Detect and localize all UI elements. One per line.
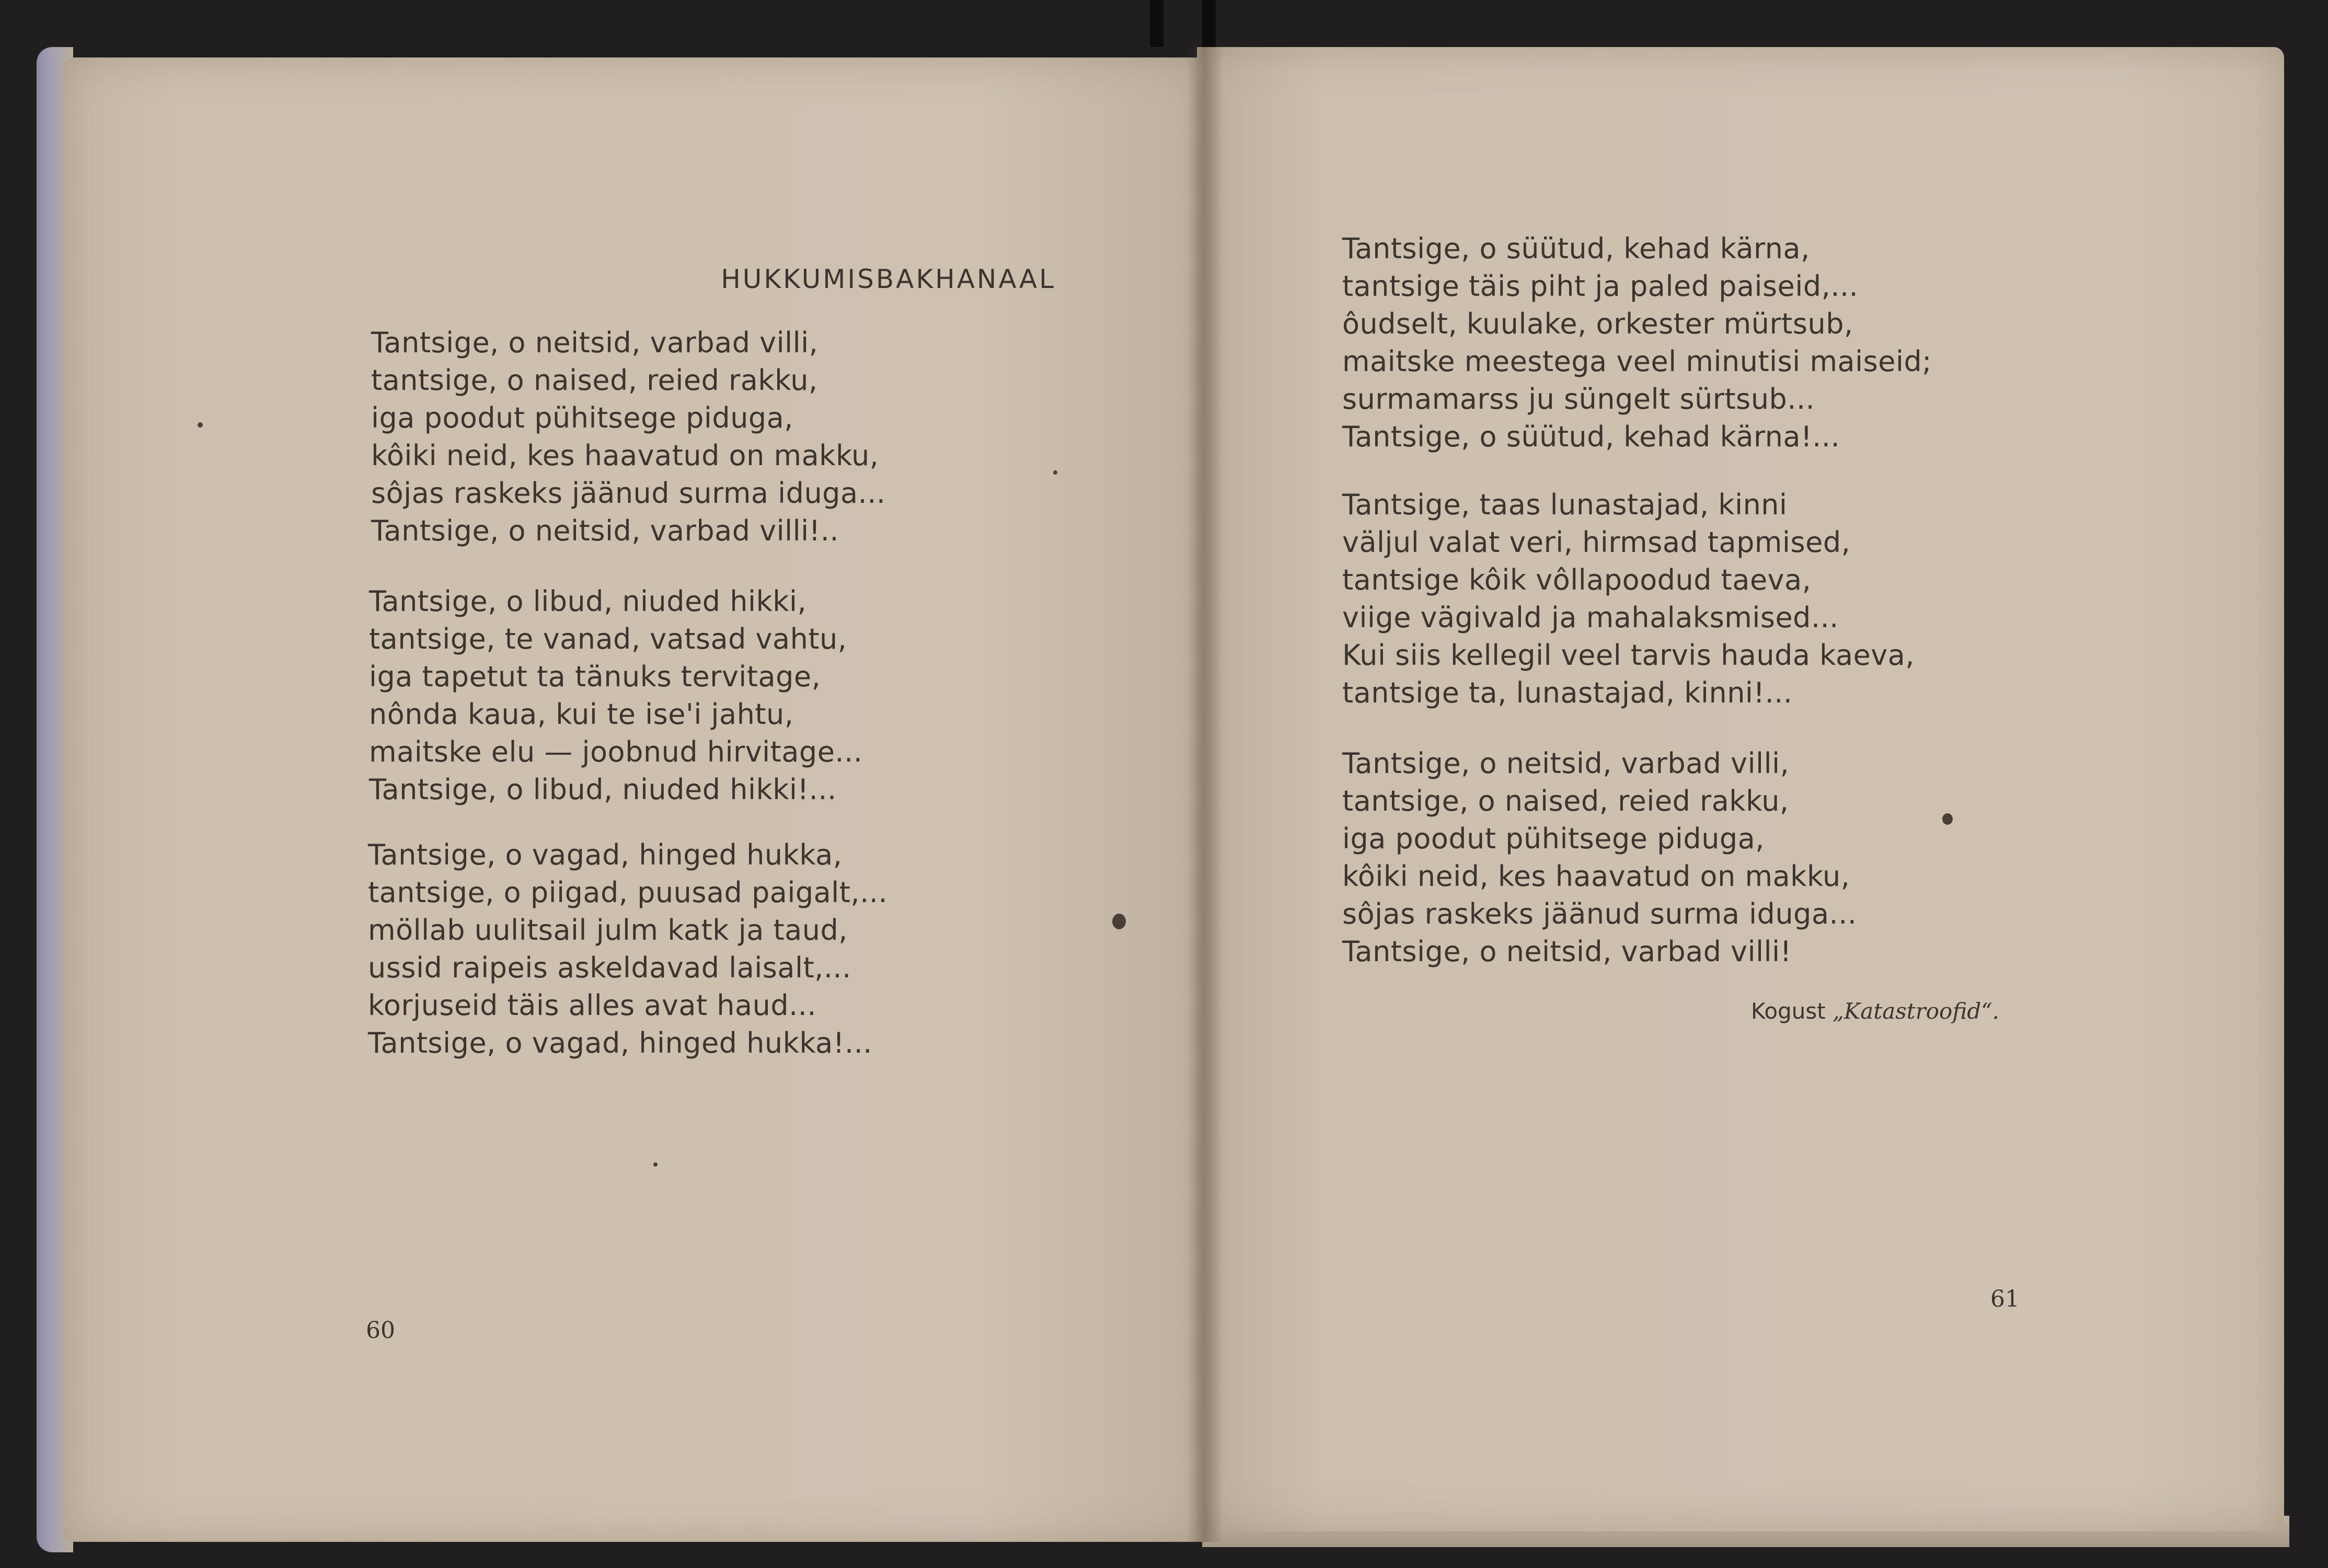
verse-line: tantsige, o naised, reied rakku, xyxy=(371,364,818,397)
book-gutter xyxy=(1186,47,1223,1542)
verse-line: iga poodut pühitsege piduga, xyxy=(1342,822,1765,855)
source-attribution xyxy=(1751,998,1999,1024)
verse-line: tantsige täis piht ja paled paiseid,... xyxy=(1342,270,1859,303)
verse-line: maitske elu — joobnud hirvitage... xyxy=(369,735,863,768)
left-stanza-3 xyxy=(368,836,888,1062)
clip-mark-right xyxy=(1202,0,1216,47)
poem-title: HUKKUMISBAKHANAAL xyxy=(721,264,1056,294)
verse-line: sôjas raskeks jäänud surma iduga... xyxy=(371,477,886,510)
verse-line: tantsige, o piigad, puusad paigalt,... xyxy=(368,876,888,909)
page-number-right: 61 xyxy=(1990,1286,2020,1312)
right-stanza-2 xyxy=(1342,486,1915,712)
verse-line: Tantsige, o neitsid, varbad villi!.. xyxy=(371,514,839,547)
page-number-left: 60 xyxy=(366,1317,395,1344)
verse-line: kôiki neid, kes haavatud on makku, xyxy=(1342,860,1850,893)
verse-line: tantsige kôik vôllapoodud taeva, xyxy=(1342,563,1812,596)
verse-line: korjuseid täis alles avat haud... xyxy=(368,989,817,1022)
verse-line: Tantsige, o neitsid, varbad villi, xyxy=(1342,747,1790,780)
source-prefix: Kogust xyxy=(1751,998,1833,1024)
foxing-spot xyxy=(1112,914,1126,929)
verse-line: Kui siis kellegil veel tarvis hauda kaeva, xyxy=(1342,639,1915,672)
verse-line: Tantsige, taas lunastajad, kinni xyxy=(1342,488,1788,521)
verse-line: Tantsige, o neitsid, varbad villi, xyxy=(371,326,819,359)
source-title: „Katastroofid“. xyxy=(1833,998,2000,1024)
verse-line: Tantsige, o vagad, hinged hukka, xyxy=(368,838,843,871)
verse-line: Tantsige, o vagad, hinged hukka!... xyxy=(368,1027,872,1059)
verse-line: tantsige, o naised, reied rakku, xyxy=(1342,785,1789,817)
verse-line: nônda kaua, kui te ise'i jahtu, xyxy=(369,698,794,731)
verse-line: tantsige ta, lunastajad, kinni!... xyxy=(1342,676,1793,709)
clip-mark-left xyxy=(1150,0,1163,47)
foxing-spot xyxy=(198,422,203,428)
foxing-spot xyxy=(1942,813,1953,825)
right-stanza-3 xyxy=(1342,745,1857,971)
verse-line: väljul valat veri, hirmsad tapmised, xyxy=(1342,526,1851,559)
verse-line: Tantsige, o süütud, kehad kärna, xyxy=(1342,232,1810,265)
verse-line: iga tapetut ta tänuks tervitage, xyxy=(369,660,821,693)
verse-line: Tantsige, o neitsid, varbad villi! xyxy=(1342,935,1792,968)
foxing-spot xyxy=(653,1162,658,1167)
left-stanza-1 xyxy=(371,324,886,550)
verse-line: maitske meestega veel minutisi maiseid; xyxy=(1342,345,1932,378)
verse-line: viige vägivald ja mahalaksmised... xyxy=(1342,601,1839,634)
verse-line: tantsige, te vanad, vatsad vahtu, xyxy=(369,622,847,655)
left-stanza-2 xyxy=(369,583,862,809)
verse-line: möllab uulitsail julm katk ja taud, xyxy=(368,914,848,947)
verse-line: Tantsige, o libud, niuded hikki!... xyxy=(369,773,837,806)
verse-line: kôiki neid, kes haavatud on makku, xyxy=(371,439,879,472)
verse-line: iga poodut pühitsege piduga, xyxy=(371,401,793,434)
right-stanza-1 xyxy=(1342,230,1932,456)
verse-line: sôjas raskeks jäänud surma iduga... xyxy=(1342,897,1857,930)
verse-line: Tantsige, o libud, niuded hikki, xyxy=(369,585,807,618)
verse-line: ôudselt, kuulake, orkester mürtsub, xyxy=(1342,307,1853,340)
verse-line: ussid raipeis askeldavad laisalt,... xyxy=(368,951,851,984)
foxing-spot xyxy=(1053,470,1057,475)
verse-line: Tantsige, o süütud, kehad kärna!... xyxy=(1342,420,1840,453)
verse-line: surmamarss ju süngelt sürtsub... xyxy=(1342,383,1815,416)
